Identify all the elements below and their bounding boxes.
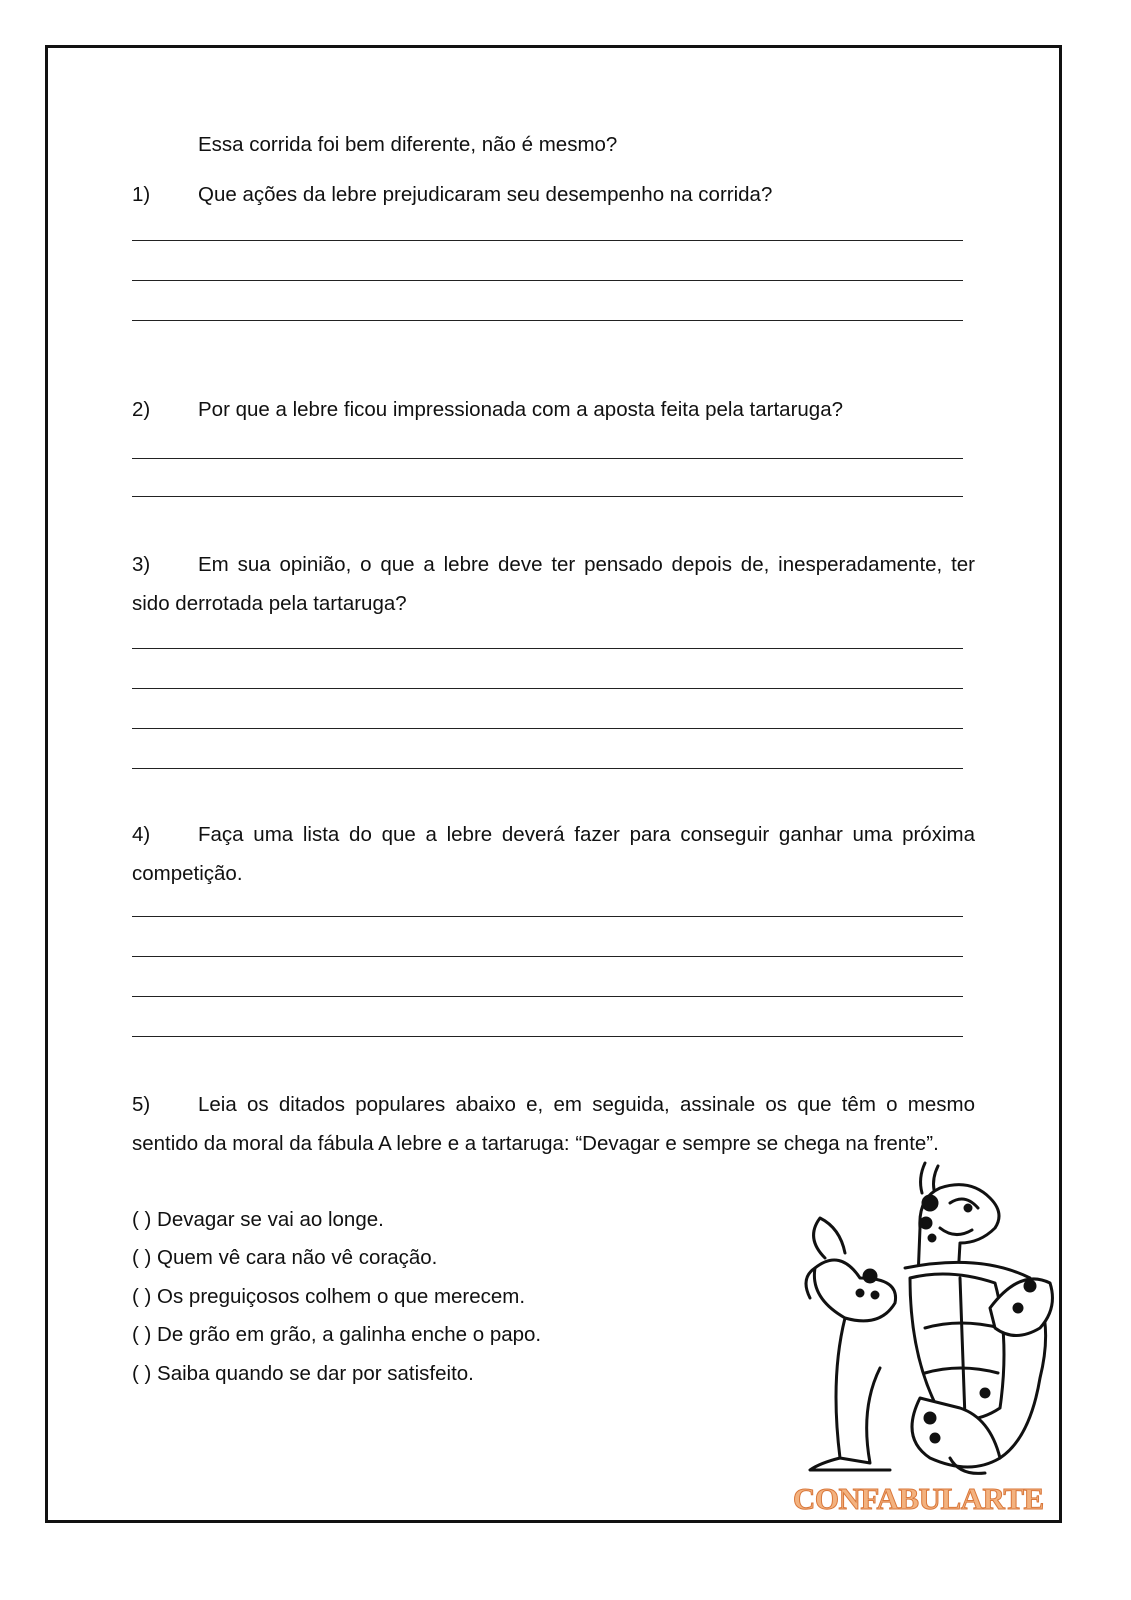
question-number: 1) xyxy=(132,183,151,206)
answer-line[interactable] xyxy=(132,320,963,321)
answer-line[interactable] xyxy=(132,688,963,689)
option-checkbox[interactable]: ( ) Quem vê cara não vê coração. xyxy=(132,1246,438,1269)
question-number: 4) xyxy=(132,823,151,846)
answer-line[interactable] xyxy=(132,240,963,241)
answer-line[interactable] xyxy=(132,1036,963,1037)
option-checkbox[interactable]: ( ) Devagar se vai ao longe. xyxy=(132,1208,384,1231)
question-number: 5) xyxy=(132,1093,151,1116)
answer-line[interactable] xyxy=(132,496,963,497)
question-text: Leia os ditados populares abaixo e, em seguida, assinale os que têm o mesmo sentido da moral da fábula A lebre e a tartaruga: “Devagar e sempre se chega na frente”. xyxy=(132,1093,975,1155)
question-4 xyxy=(132,815,975,893)
question-3 xyxy=(132,545,975,623)
answer-line[interactable] xyxy=(132,648,963,649)
answer-line[interactable] xyxy=(132,996,963,997)
answer-line[interactable] xyxy=(132,956,963,957)
question-1 xyxy=(132,183,773,207)
question-text: Faça uma lista do que a lebre deverá fazer para conseguir ganhar uma próxima competição. xyxy=(132,823,975,885)
option-checkbox[interactable]: ( ) De grão em grão, a galinha enche o papo. xyxy=(132,1323,542,1346)
question-5 xyxy=(132,1085,975,1163)
answer-line[interactable] xyxy=(132,280,963,281)
intro-text: Essa corrida foi bem diferente, não é mesmo? xyxy=(198,133,618,156)
question-number: 3) xyxy=(132,553,151,576)
turtle-illustration xyxy=(800,1158,1060,1488)
answer-line[interactable] xyxy=(132,728,963,729)
option-checkbox[interactable]: ( ) Os preguiçosos colhem o que merecem. xyxy=(132,1285,526,1308)
question-2 xyxy=(132,398,843,422)
answer-line[interactable] xyxy=(132,458,963,459)
option-checkbox[interactable]: ( ) Saiba quando se dar por satisfeito. xyxy=(132,1362,474,1385)
question-number: 2) xyxy=(132,398,151,421)
question-text: Em sua opinião, o que a lebre deve ter pensado depois de, inesperadamente, ter sido derrotada pela tartaruga? xyxy=(132,553,975,615)
question-text: Por que a lebre ficou impressionada com a aposta feita pela tartaruga? xyxy=(198,398,843,421)
answer-line[interactable] xyxy=(132,768,963,769)
question-text: Que ações da lebre prejudicaram seu desempenho na corrida? xyxy=(198,183,773,206)
answer-line[interactable] xyxy=(132,916,963,917)
confabularte-logo: CONFABULARTE xyxy=(793,1481,1044,1516)
